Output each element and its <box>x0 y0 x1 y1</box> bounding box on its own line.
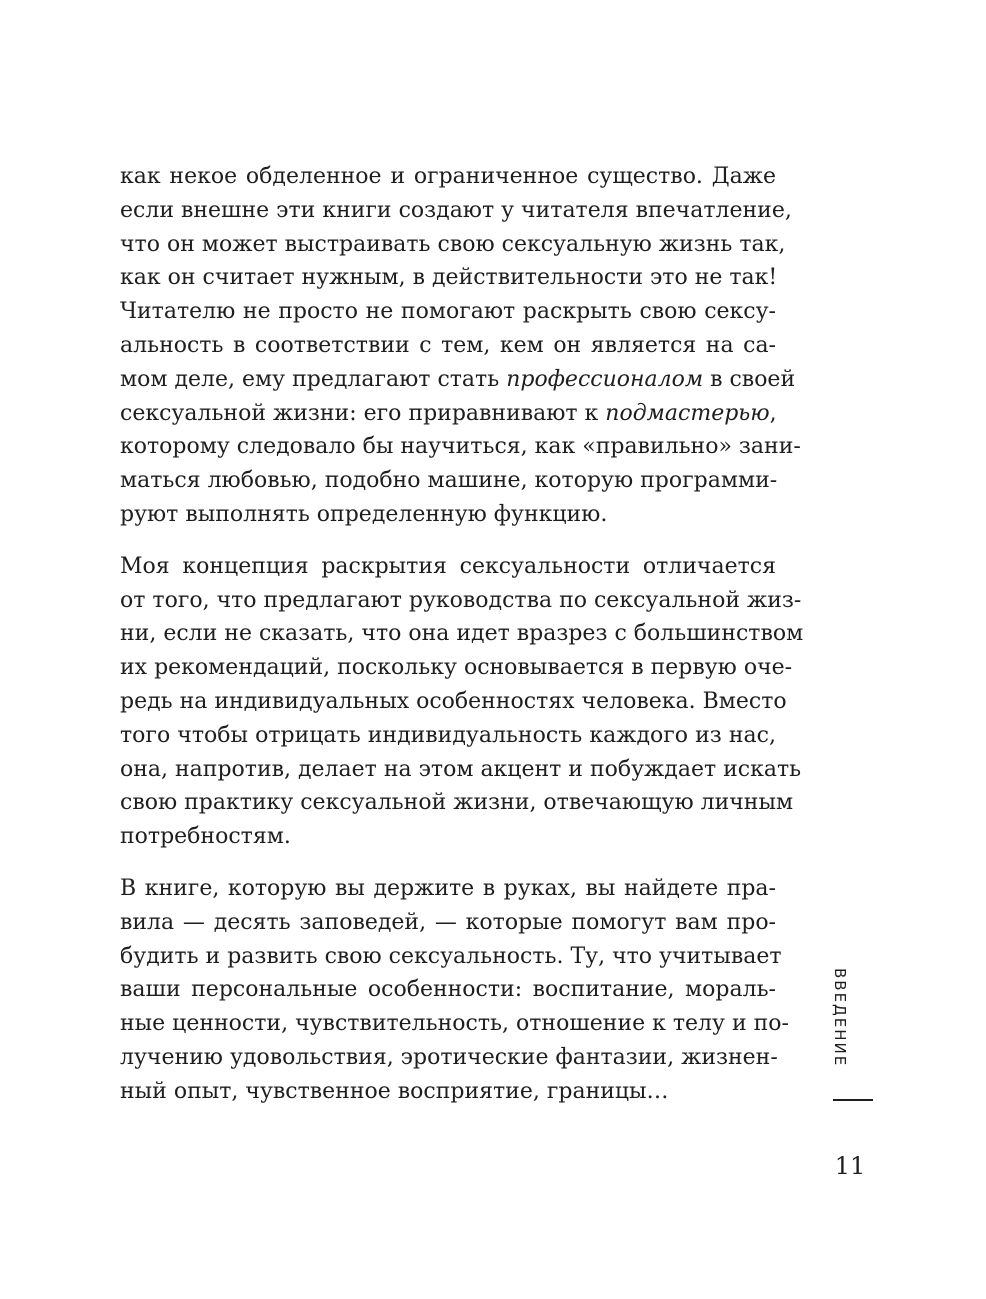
text-line <box>120 584 802 618</box>
text-line <box>120 872 776 906</box>
text-run: потребностям. <box>120 824 291 850</box>
text-run: что он может выстраивать свою сексуальную жизнь так, <box>120 231 786 257</box>
text-run: от того, что предлагают руководства по сексуальной жиз- <box>120 587 802 613</box>
text-line <box>120 719 776 753</box>
text-run: Читателю не просто не помогают раскрыть свою сексу- <box>120 299 776 325</box>
paragraph <box>120 872 789 1109</box>
text-run: будить и развить свою сексуальность. Ту, что учитывает <box>120 943 782 969</box>
paragraph <box>120 550 804 854</box>
text-line <box>120 261 776 295</box>
text-line <box>120 228 786 262</box>
page-number: 11 <box>834 1152 866 1180</box>
text-run: Моя концепция раскрытия сексуальности отличается <box>120 553 776 579</box>
text-run: вила — десять заповедей, — которые помогут вам про- <box>120 909 776 935</box>
text-run: В книге, которую вы держите в руках, вы найдете пра- <box>120 875 776 901</box>
text-line <box>120 820 776 854</box>
text-run: свою практику сексуальной жизни, отвечающую личным <box>120 790 794 816</box>
running-head-rule <box>833 1099 873 1101</box>
text-line <box>120 1041 776 1075</box>
text-run: редь на индивидуальных особенностях человека. Вместо <box>120 688 787 714</box>
text-line <box>120 363 796 397</box>
text-line <box>120 1007 789 1041</box>
text-line <box>120 1075 776 1109</box>
text-run: она, напротив, делает на этом акцент и побуждает искать <box>120 756 802 782</box>
text-run: ный опыт, чувственное восприятие, границы… <box>120 1078 669 1104</box>
italic-run: профессионалом <box>506 366 704 392</box>
text-run: которому следовало бы научиться, как «правильно» зани- <box>120 434 801 460</box>
text-run: если внешне эти книги создают у читателя впечатление, <box>120 197 792 223</box>
text-line <box>120 194 792 228</box>
text-line <box>120 786 794 820</box>
text-run: ные ценности, чувствительность, отношение к телу и по- <box>120 1011 789 1037</box>
text-run: того чтобы отрицать индивидуальность каждого из нас, <box>120 722 776 748</box>
text-run: как он считает нужным, в действительности это не так! <box>120 265 778 291</box>
text-line <box>120 753 802 787</box>
text-run: их рекомендаций, поскольку основывается в первую оче- <box>120 655 793 681</box>
paragraph <box>120 160 801 532</box>
italic-run: подмастерью <box>605 400 770 426</box>
body-text <box>120 160 804 1109</box>
running-head: ВВЕДЕНИЕ <box>831 968 849 1068</box>
text-run: сексуальной жизни: его приравнивают к <box>120 400 606 426</box>
text-line <box>120 550 776 584</box>
text-line <box>120 685 787 719</box>
text-run: альность в соответствии с тем, кем он является на са- <box>120 332 776 358</box>
text-line <box>120 651 793 685</box>
text-line <box>120 498 776 532</box>
text-run: , <box>769 400 777 426</box>
text-run: как некое обделенное и ограниченное существо. Даже <box>120 164 776 189</box>
text-run: ваши персональные особенности: воспитание, мораль- <box>120 977 776 1003</box>
text-run: лучению удовольствия, эротические фантазии, жизнен- <box>120 1044 778 1070</box>
text-line <box>120 940 782 974</box>
text-run: мом деле, ему предлагают стать <box>120 366 507 392</box>
text-line <box>120 617 804 651</box>
text-run: руют выполнять определенную функцию. <box>120 501 608 527</box>
text-line <box>120 160 776 194</box>
text-line <box>120 329 776 363</box>
text-line <box>120 295 776 329</box>
text-run: ни, если не сказать, что она идет вразрез с большинством <box>120 621 804 647</box>
text-run: в своей <box>703 366 796 392</box>
text-run: маться любовью, подобно машине, которую программи- <box>120 468 778 494</box>
text-line <box>120 906 776 940</box>
text-line <box>120 973 776 1007</box>
text-line <box>120 397 776 431</box>
text-line <box>120 464 776 498</box>
text-line <box>120 430 801 464</box>
